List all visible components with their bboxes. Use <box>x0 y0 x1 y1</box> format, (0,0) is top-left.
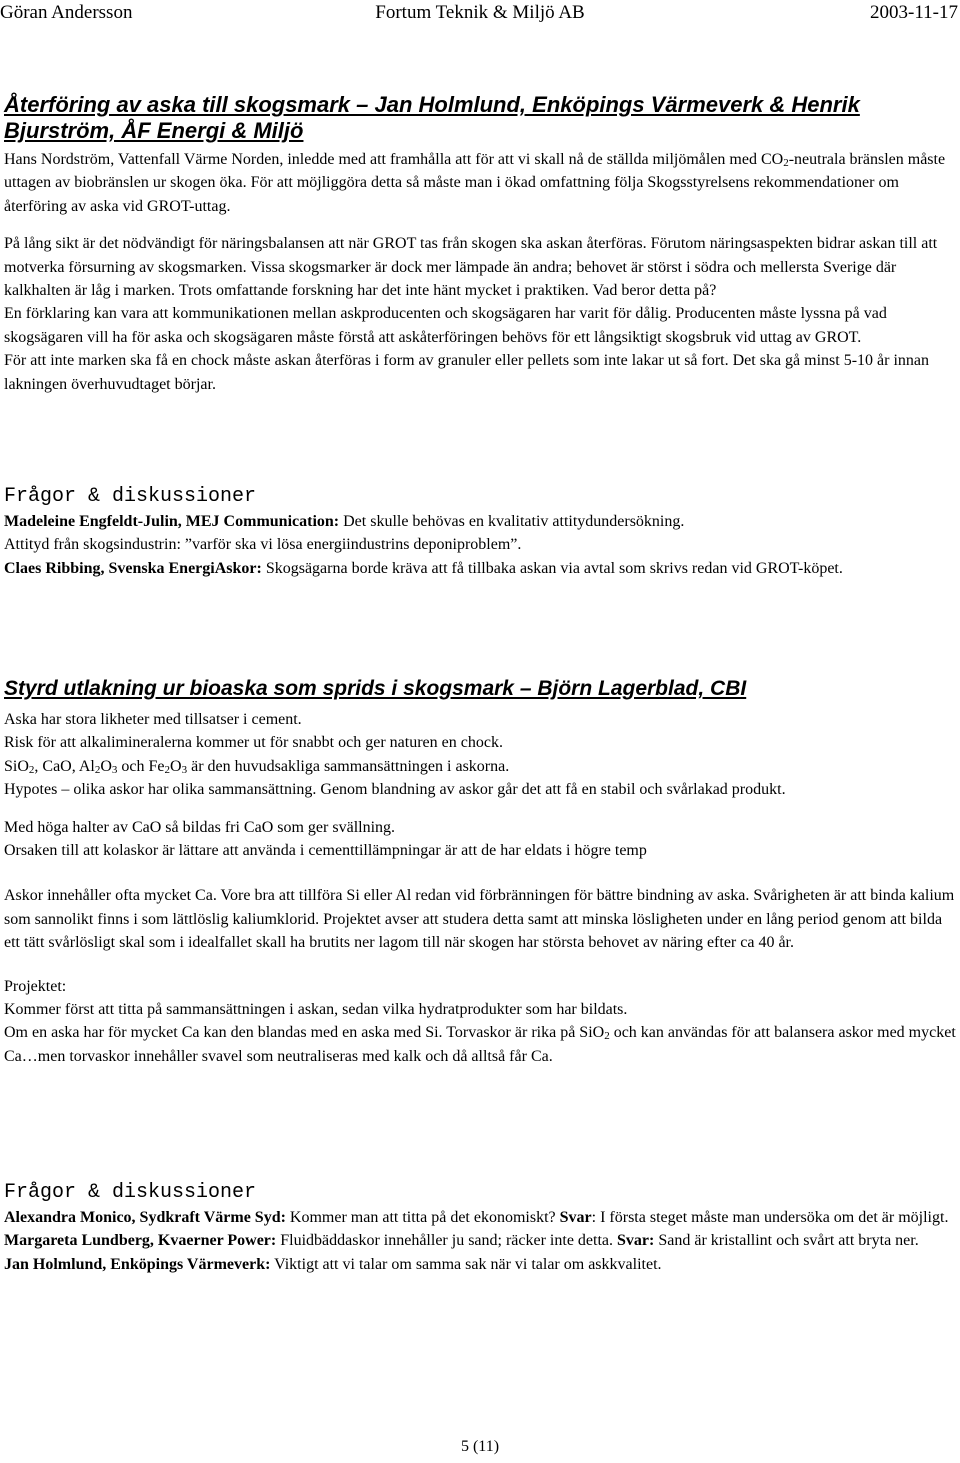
paragraph: På lång sikt är det nödvändigt för näringsbalansen att när GROT tas från skogen ska askan återföras. Förutom näringsaspekten bidrar askan till att motverka försurning av skogsmarken. Vissa skogsmarker är dock mer lämpade än andra; behovet är störst i södra och mellersta Sverige där kalkhalten är låg i marken. Trots omfattande forskning har det inte hänt mycket i praktiken. Vad beror detta på? <box>4 235 938 300</box>
discussion-item: Claes Ribbing, Svenska EnergiAskor: Skogsägarna borde kräva att få tillbaka askan via avtal som skrivs redan vid GROT-köpet. <box>4 559 843 577</box>
paragraph: Projektet: <box>4 977 67 995</box>
paragraph: Aska har stora likheter med tillsatser i cement. <box>4 711 302 728</box>
discussion-item: Alexandra Monico, Sydkraft Värme Syd: Kommer man att titta på det ekonomiskt? Svar: I första steget måste man undersöka om det är möjligt. <box>4 1209 949 1226</box>
paragraph: Med höga halter av CaO så bildas fri CaO som ger svällning. <box>4 818 396 836</box>
page-header <box>0 2 960 28</box>
paragraph: En förklaring kan vara att kommunikationen mellan askproducenten och skogsägaren har varit för dålig. Producenten måste lyssna på vad skogsägaren vill ha för aska och skogsägaren måste förstå att askåterföringen behövs för ett långsiktigt skogsbruk vid uttag av GROT. <box>4 305 887 346</box>
header-author: Göran Andersson <box>0 2 133 23</box>
discussion-heading: Frågor & diskussioner <box>4 485 257 508</box>
paragraph: Hypotes – olika askor har olika sammansättning. Genom blandning av askor går det att få en stabil och svårlakad produkt. <box>4 781 786 799</box>
speaker-name: Margareta Lundberg, Kvaerner Power: <box>4 1232 277 1250</box>
paragraph: Askor innehåller ofta mycket Ca. Vore bra att tillföra Si eller Al redan vid förbränningen för bättre bindning av aska. Svårigheten är att binda kalium som sannolikt finns i som lättlöslig kaliumklorid. Projektet avser att studera detta samt att minska lösligheten under en lång period genom att bilda ett tätt svårlösligt skal som i idealfallet skall ha brutits ner lagom till när skogen har största behovet av näring efter ca 40 år. <box>4 887 955 952</box>
discussion-section <box>4 484 958 580</box>
discussion-item: Madeleine Engfeldt-Julin, MEJ Communication: Det skulle behövas en kvalitativ attitydundersökning. <box>4 513 685 530</box>
section-ash-return <box>4 92 958 396</box>
section-leaching <box>4 676 958 1068</box>
paragraph: Risk för att alkalimineralerna kommer ut för snabbt och ger naturen en chock. <box>4 734 503 752</box>
paragraph: Hans Nordström, Vattenfall Värme Norden, inledde med att framhålla att för att vi skall nå de ställda miljömålen med $CO_2$-neutrala bränslen måste uttagen av biobränslen ur skogen öka. För att möjliggöra detta så måste man i ökad omfattning följa Skogsstyrelsens rekommendationer om återföring av aska vid GROT-uttag. <box>4 151 946 215</box>
speaker-name: Madeleine Engfeldt-Julin, MEJ Communication: <box>4 513 340 530</box>
discussion-heading: Frågor & diskussioner <box>4 1181 257 1204</box>
discussion-item: Margareta Lundberg, Kvaerner Power: Fluidbäddaskor innehåller ju sand; räcker inte detta. Svar: Sand är kristallint och svårt att bryta ner. <box>4 1232 919 1250</box>
header-date: 2003-11-17 <box>870 2 958 23</box>
speaker-name: Alexandra Monico, Sydkraft Värme Syd: <box>4 1209 286 1226</box>
discussion-item: Jan Holmlund, Enköpings Värmeverk: Viktigt att vi talar om samma sak när vi talar om askkvalitet. <box>4 1255 662 1273</box>
paragraph: Orsaken till att kolaskor är lättare att använda i cementtillämpningar är att de har eldats i högre temp <box>4 842 647 860</box>
page-number: 5 (11) <box>460 1438 500 1455</box>
paragraph: Om en aska har för mycket Ca kan den blandas med en aska med Si. Torvaskor är rika på SiO$_2$ och kan användas för att balansera askor med mycket Ca…men torvaskor innehåller svavel som neutraliseras med kalk och då alltså får Ca. <box>4 1024 956 1065</box>
header-company: Fortum Teknik & Miljö AB <box>375 2 585 23</box>
paragraph: Kommer först att titta på sammansättningen i askan, sedan vilka hydratprodukter som har bildats. <box>4 1001 628 1019</box>
speaker-name: Claes Ribbing, Svenska EnergiAskor: <box>4 559 262 577</box>
speaker-name: Jan Holmlund, Enköpings Värmeverk: <box>4 1255 271 1273</box>
paragraph: SiO$_2$, CaO, $Al_2O_3$ och $Fe_2O_3$ är den huvudsakliga sammansättningen i askorna. <box>4 757 510 776</box>
discussion-item: Attityd från skogsindustrin: ”varför ska vi lösa energiindustrins deponiproblem”. <box>4 536 522 554</box>
section-title: Styrd utlakning ur bioaska som sprids i skogsmark – Björn Lagerblad, CBI <box>4 677 747 700</box>
section-title: Återföring av aska till skogsmark – Jan Holmlund, Enköpings Värmeverk & Henrik Bjurström, ÅF Energi & Miljö <box>4 92 860 143</box>
paragraph: För att inte marken ska få en chock måste askan återföras i form av granuler eller pellets som inte lakar ut så fort. Det ska gå minst 5-10 år innan lakningen överhuvudtaget börjar. <box>4 352 930 393</box>
discussion-section <box>4 1180 958 1276</box>
